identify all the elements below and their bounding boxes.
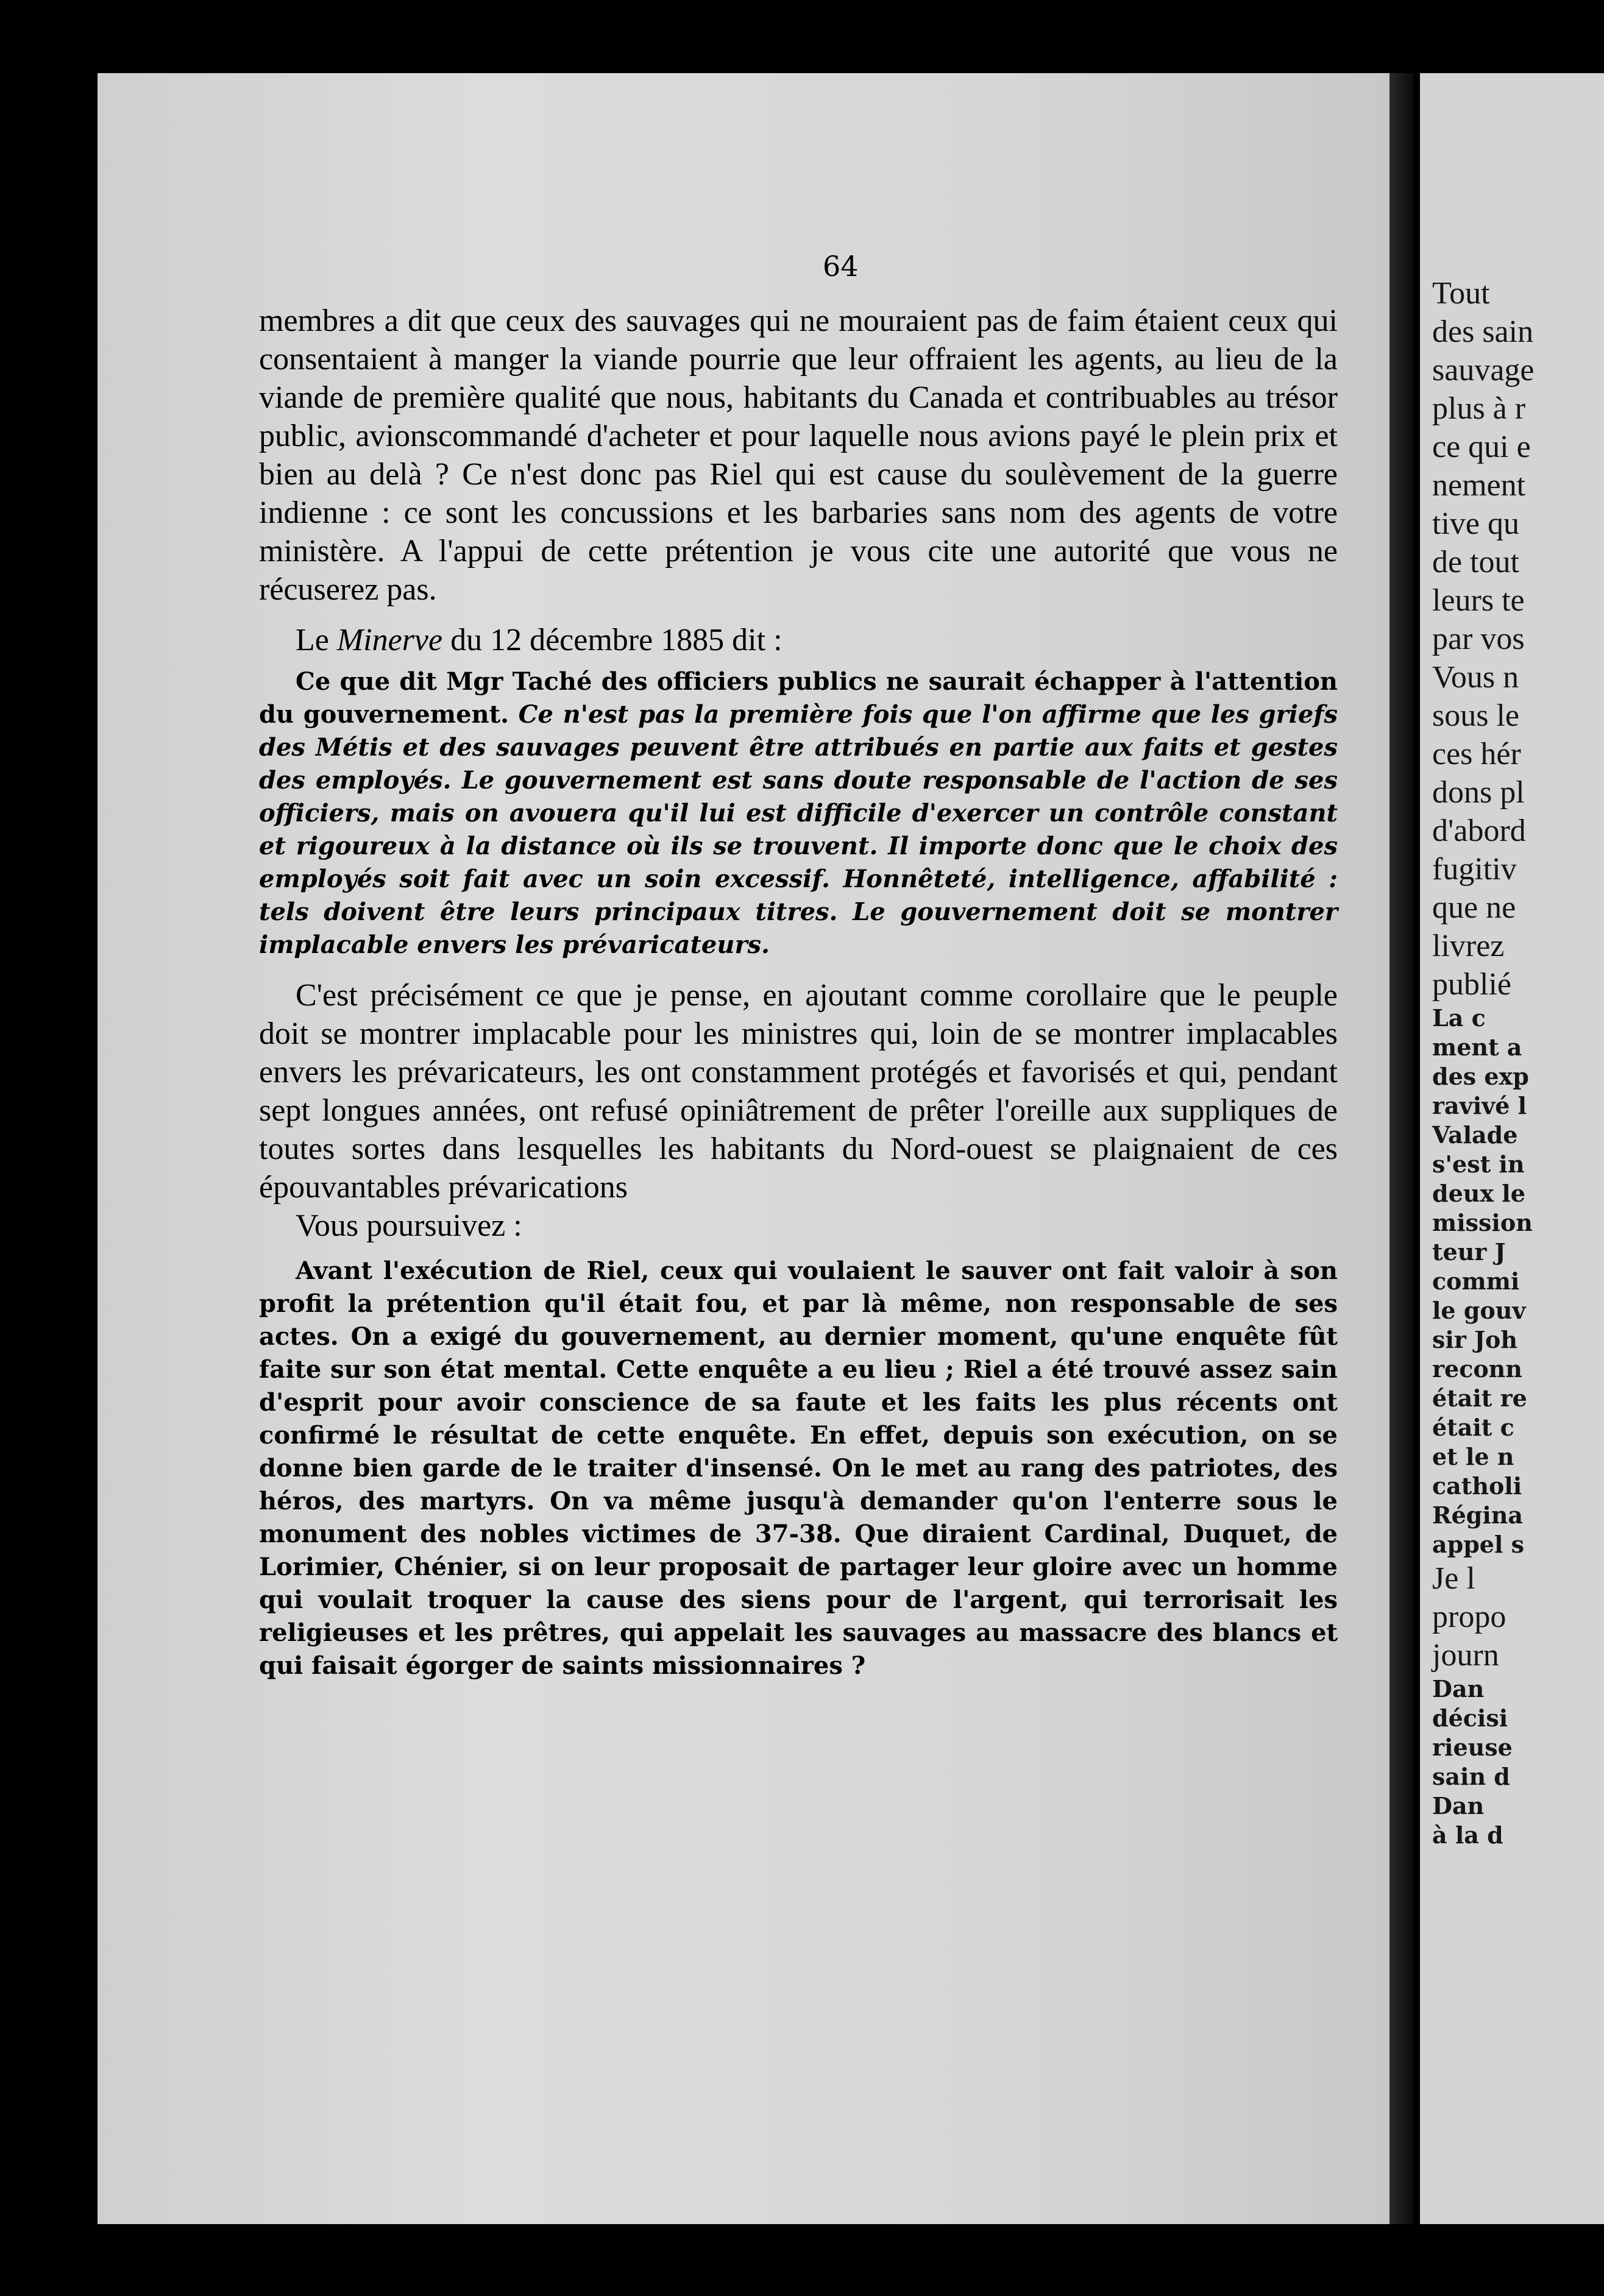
facing-line: plus à r: [1432, 391, 1526, 426]
facing-line: journ: [1432, 1638, 1499, 1673]
facing-line-small: était re: [1432, 1384, 1527, 1412]
facing-line: publié: [1432, 967, 1511, 1002]
facing-line-small: s'est in: [1432, 1150, 1525, 1178]
facing-line-small: à la d: [1432, 1821, 1503, 1849]
facing-line-small: catholi: [1432, 1472, 1522, 1500]
citation-pre: Le: [296, 623, 337, 657]
facing-line: nement: [1432, 468, 1526, 503]
facing-line-small: reconn: [1432, 1355, 1522, 1383]
facing-line: tive qu: [1432, 506, 1519, 541]
facing-line-small: rieuse: [1432, 1734, 1513, 1761]
facing-line: livrez: [1432, 929, 1505, 963]
quote-1-italic: Ce n'est pas la première fois que l'on affirme que les griefs des Métis et des sauvages peuvent être attribués en partie aux faits et gestes des employés. Le gouvernement est sans doute responsable de l'action de ses officiers, mais on avouera qu'il lui est difficile d'exercer un contrôle constant et rigoureux à la distance où ils se trouvent. Il importe donc que le choix des employés soit fait avec un soin excessif. Honnêteté, intelligence, affabilité : tels doivent être leurs principaux titres. Le gouvernement doit se montrer implacable envers les prévaricateurs.: [259, 700, 1338, 959]
page-body: [259, 302, 1338, 1682]
facing-line: propo: [1432, 1600, 1506, 1634]
book-gutter: [1389, 73, 1414, 2224]
facing-line: dons pl: [1432, 775, 1525, 810]
facing-line: sauvage: [1432, 353, 1535, 388]
facing-line: leurs te: [1432, 583, 1525, 618]
facing-line-small: des exp: [1432, 1063, 1529, 1090]
facing-line-small: le gouv: [1432, 1297, 1526, 1324]
facing-page-text: [1432, 274, 1534, 1850]
facing-line: des sain: [1432, 314, 1534, 349]
facing-line-small: La c: [1432, 1004, 1486, 1032]
facing-line-small: teur J: [1432, 1238, 1506, 1266]
facing-line-small: sain d: [1432, 1763, 1510, 1790]
facing-line: Tout: [1432, 276, 1490, 311]
facing-line: sous le: [1432, 698, 1519, 733]
citation-post: du 12 décembre 1885 dit :: [442, 623, 782, 657]
facing-line: d'abord: [1432, 813, 1526, 848]
facing-line: de tout: [1432, 545, 1519, 579]
paragraph-2: C'est précisément ce que je pense, en ajoutant comme corollaire que le peuple doit se montrer implacable pour les ministres qui, loin de se montrer implacables envers les prévaricateurs, les ont constamment protégés et favorisés et qui, pendant sept longues années, ont refusé opiniâtrement de prêter l'oreille aux suppliques de toutes sortes dans lesquelles les habitants du Nord-ouest se plaignaient de ces épouvantables prévarications: [259, 978, 1338, 1205]
paragraph-3: Vous poursuivez :: [296, 1208, 522, 1243]
facing-line: ces hér: [1432, 737, 1521, 771]
facing-line-small: ment a: [1432, 1033, 1522, 1061]
facing-line-small: Valade: [1432, 1121, 1518, 1149]
facing-line: Je l: [1432, 1561, 1475, 1596]
facing-line: fugitiv: [1432, 852, 1517, 887]
facing-line-small: était c: [1432, 1414, 1514, 1441]
facing-line-small: appel s: [1432, 1531, 1524, 1558]
facing-line-small: deux le: [1432, 1180, 1525, 1207]
facing-line-small: commi: [1432, 1267, 1520, 1295]
facing-line-small: décisi: [1432, 1704, 1508, 1732]
citation-intro: [259, 621, 1338, 659]
quote-block-1: [259, 665, 1338, 962]
quote-1-roman: Ce que dit Mgr Taché des officiers publics ne saurait échapper à l'attention du gouvernement.: [259, 667, 1338, 729]
facing-line-small: ravivé l: [1432, 1092, 1527, 1119]
citation-source: Minerve: [336, 623, 443, 657]
facing-line: Vous n: [1432, 660, 1519, 695]
facing-line-small: Dan: [1432, 1792, 1485, 1819]
facing-line: par vos: [1432, 622, 1525, 656]
facing-line-small: Régina: [1432, 1501, 1524, 1529]
paragraph-1: membres a dit que ceux des sauvages qui ne mouraient pas de faim étaient ceux qui consentaient à manger la viande pourrie que leur offraient les agents, au lieu de la viande de première qualité que nous, habitants du Canada et contribuables au trésor public, avionscommandé d'acheter et pour laquelle nous avions payé le plein prix et bien au delà ? Ce n'est donc pas Riel qui est cause du soulèvement de la guerre indienne : ce sont les concussions et les barbaries sans nom des agents de votre ministère. A l'appui de cette prétention je vous cite une autorité que vous ne récuserez pas.: [259, 303, 1338, 607]
facing-line-small: mission: [1432, 1209, 1533, 1236]
facing-line: ce qui e: [1432, 430, 1531, 464]
page-number: 64: [823, 250, 859, 283]
facing-line-small: sir Joh: [1432, 1326, 1518, 1353]
facing-line: que ne: [1432, 890, 1516, 925]
facing-line-small: Dan: [1432, 1675, 1485, 1703]
facing-line-small: et le n: [1432, 1443, 1514, 1470]
quote-block-2: Avant l'exécution de Riel, ceux qui voulaient le sauver ont fait valoir à son profit la prétention qu'il était fou, et par là même, non responsable de ses actes. On a exigé du gouvernement, au dernier moment, qu'une enquête fût faite sur son état mental. Cette enquête a eu lieu ; Riel a été trouvé assez sain d'esprit pour avoir conscience de sa faute et les faits les plus récents ont confirmé le résultat de cette enquête. En effet, depuis son exécution, on se donne bien garde de le traiter d'insensé. On le met au rang des patriotes, des héros, des martyrs. On va même jusqu'à demander qu'on l'enterre sous le monument des nobles victimes de 37-38. Que diraient Cardinal, Duquet, de Lorimier, Chénier, si on leur proposait de partager leur gloire avec un homme qui voulait troquer la cause des siens pour de l'argent, qui terrorisait les religieuses et les prêtres, qui appelait les sauvages au massacre des blancs et qui faisait égorger de saints missionnaires ?: [259, 1256, 1338, 1680]
facing-page: [1420, 73, 1604, 2224]
